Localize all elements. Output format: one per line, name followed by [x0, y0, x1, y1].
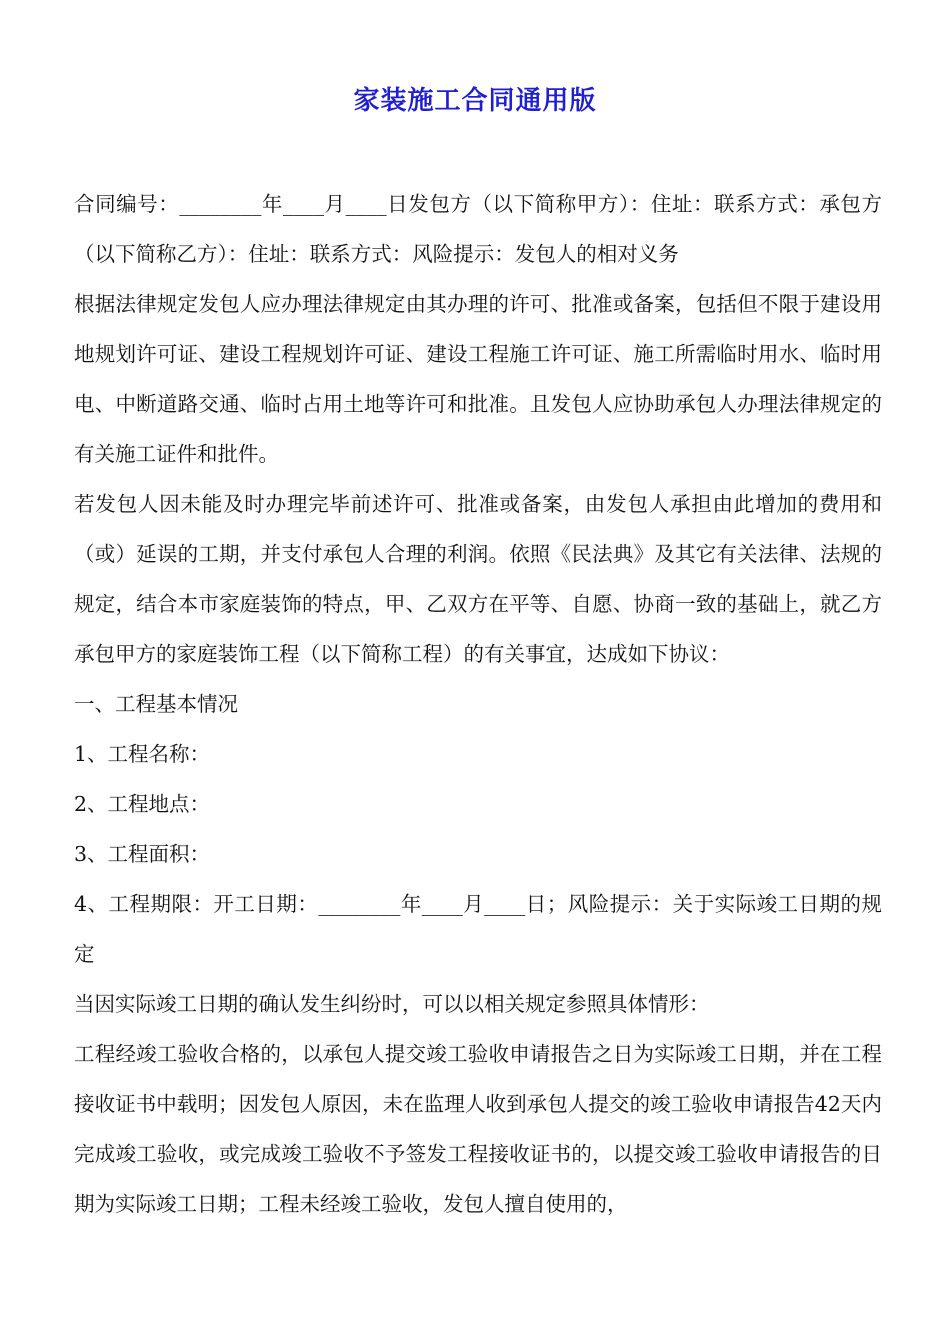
paragraph-contract-header: 合同编号：________年____月____日发包方（以下简称甲方）：住址：联系方式：承包方（以下简称乙方）：住址：联系方式：风险提示：发包人的相对义务 [74, 192, 882, 266]
paragraph-liability: 若发包人因未能及时办理完毕前述许可、批准或备案，由发包人承担由此增加的费用和（或）延误的工期，并支付承包人合理的利润。依照《民法典》及其它有关法律、法规的规定，结合本市家庭装饰的特点，甲、乙双方在平等、自愿、协商一致的基础上，就乙方承包甲方的家庭装饰工程（以下简称工程）的有关事宜，达成如下协议： [74, 492, 882, 666]
paragraph-permits: 根据法律规定发包人应办理法律规定由其办理的许可、批准或备案，包括但不限于建设用地规划许可证、建设工程规划许可证、建设工程施工许可证、施工所需临时用水、临时用电、中断道路交通、临时占用土地等许可和批准。且发包人应协助承包人办理法律规定的有关施工证件和批件。 [74, 292, 882, 466]
item-project-period: 4、工程期限：开工日期：________年____月____日；风险提示：关于实际竣工日期的规定 [74, 892, 882, 966]
document-body [74, 179, 882, 1229]
section-heading-project-info: 一、工程基本情况 [74, 692, 238, 716]
document-title: 家装施工合同通用版 [353, 86, 597, 116]
paragraph-completion-rules: 工程经竣工验收合格的，以承包人提交竣工验收申请报告之日为实际竣工日期，并在工程接收证书中载明；因发包人原因，未在监理人收到承包人提交的竣工验收申请报告42天内完成竣工验收，或完成竣工验收不予签发工程接收证书的，以提交竣工验收申请报告的日期为实际竣工日期；工程未经竣工验收，发包人擅自使用的， [74, 1042, 882, 1216]
item-project-area: 3、工程面积： [74, 842, 211, 866]
item-project-location: 2、工程地点： [74, 792, 211, 816]
paragraph-completion-dispute: 当因实际竣工日期的确认发生纠纷时，可以以相关规定参照具体情形： [74, 992, 710, 1016]
item-project-name: 1、工程名称： [74, 742, 211, 766]
